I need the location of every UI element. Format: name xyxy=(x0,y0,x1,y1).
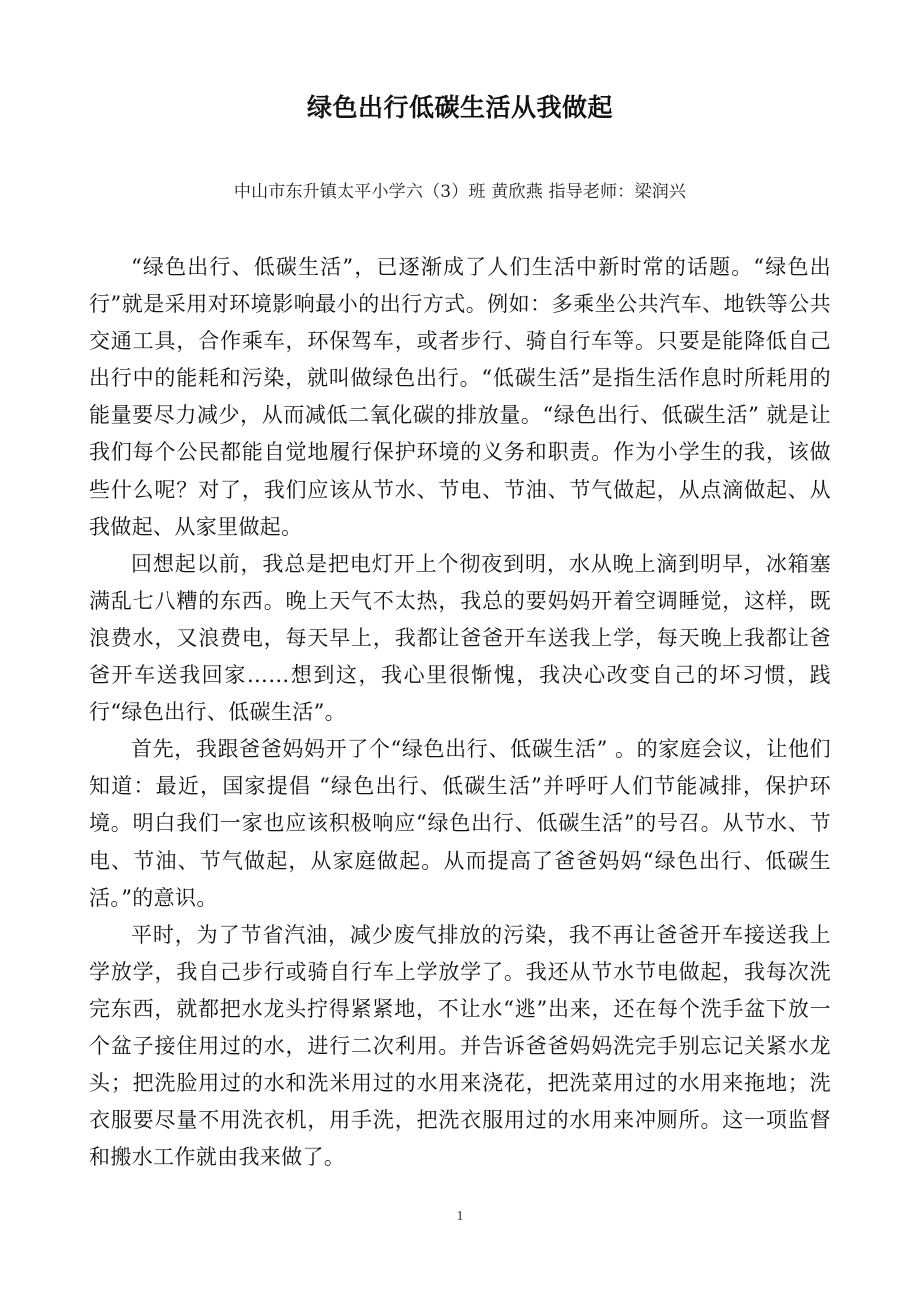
paragraph-1: “绿色出行、低碳生活”，已逐渐成了人们生活中新时常的话题。“绿色出行”就是采用对环境影响最小的出行方式。例如：多乘坐公共汽车、地铁等公共交通工具，合作乘车，环保驾车，或者步行、骑自行车等。只要是能降低自己出行中的能耗和污染，就叫做绿色出行。“低碳生活”是指生活作息时所耗用的能量要尽力减少，从而减低二氧化碳的排放量。“绿色出行、低碳生活” 就是让我们每个公民都能自觉地履行保护环境的义务和职责。作为小学生的我，该做些什么呢？对了，我们应该从节水、节电、节油、节气做起，从点滴做起、从我做起、从家里做起。 xyxy=(89,255,831,539)
paragraph-3: 首先，我跟爸爸妈妈开了个“绿色出行、低碳生活” 。的家庭会议，让他们知道：最近，国家提倡 “绿色出行、低碳生活”并呼吁人们节能减排，保护环境。明白我们一家也应该积极响应“绿色出行、低碳生活”的号召。从节水、节电、节油、节气做起，从家庭做起。从而提高了爸爸妈妈“绿色出行、低碳生活。”的意识。 xyxy=(89,737,831,910)
page-number: 1 xyxy=(456,1209,464,1224)
author-line: 中山市东升镇太平小学六（3）班 黄欣燕 指导老师：梁润兴 xyxy=(233,182,687,202)
paragraph-2: 回想起以前，我总是把电灯开上个彻夜到明，水从晚上滴到明早，冰箱塞满乱七八糟的东西。晚上天气不太热，我总的要妈妈开着空调睡觉，这样，既浪费水，又浪费电，每天早上，我都让爸爸开车送我上学，每天晚上我都让爸爸开车送我回家……想到这，我心里很惭愧，我决心改变自己的坏习惯，践行“绿色出行、低碳生活”。 xyxy=(89,551,831,725)
document-body xyxy=(89,249,831,1176)
paragraph-4: 平时，为了节省汽油，减少废气排放的污染，我不再让爸爸开车接送我上学放学，我自己步行或骑自行车上学放学了。我还从节水节电做起，我每次洗完东西，就都把水龙头拧得紧紧地，不让水“逃”出来，还在每个洗手盆下放一个盆子接住用过的水，进行二次利用。并告诉爸爸妈妈洗完手别忘记关紧水龙头；把洗脸用过的水和洗米用过的水用来浇花，把洗菜用过的水用来拖地；洗衣服要尽量不用洗衣机，用手洗，把洗衣服用过的水用来冲厕所。这一项监督和搬水工作就由我来做了。 xyxy=(89,922,831,1170)
document-title: 绿色出行低碳生活从我做起 xyxy=(306,93,613,122)
